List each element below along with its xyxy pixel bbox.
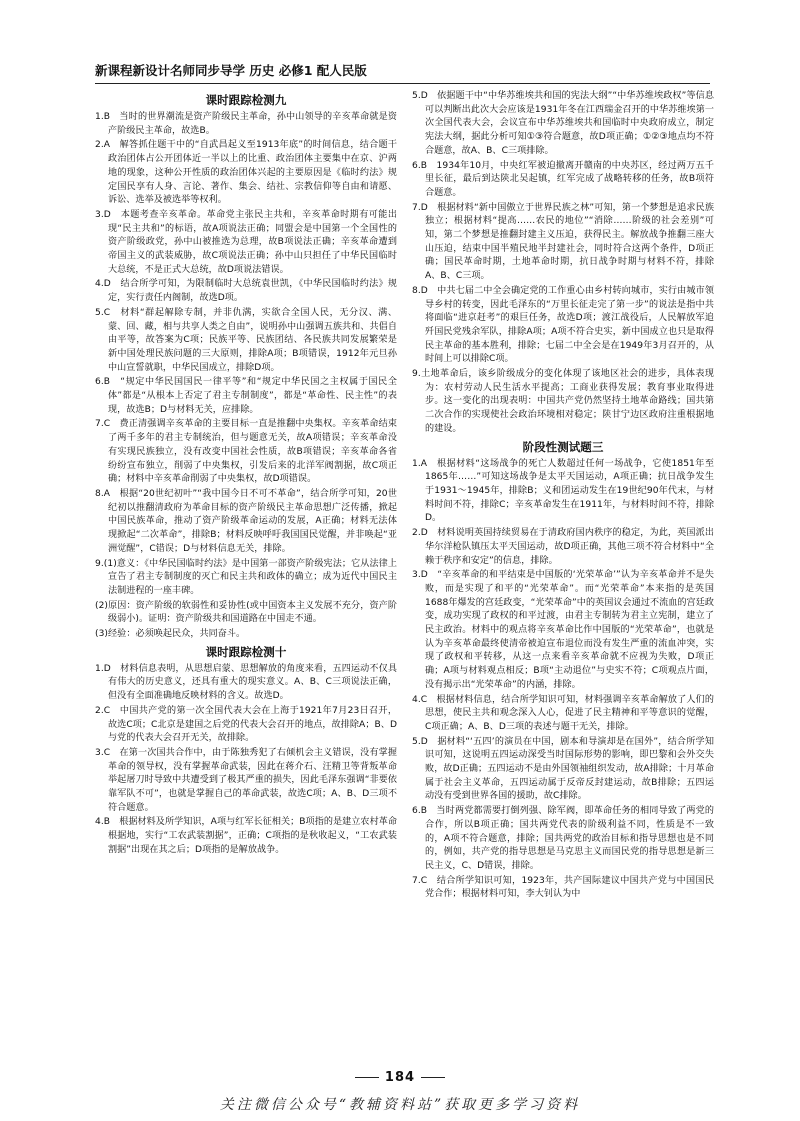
page-number — [0, 1070, 800, 1085]
answer-item: 7.C 结合所学知识可知，1923年，共产国际建议中国共产党与中国国民党合作；根据材料可知，李大钊认为中 — [412, 875, 714, 900]
section-title: 课时跟踪检测十 — [205, 644, 287, 659]
answer-item: 1.A 根据材料“这场战争的死亡人数超过任何一场战争，它使1851年至1865年……”可知这场战争是太平天国运动，A项正确；抗日战争发生于1931～1945年，排除B；义和团运动发生在19世纪90年代末，与材料时间不符，排除C；辛亥革命发生在1911年，与材料时间不符，排除D。 — [412, 458, 714, 524]
answer-item: 9.土地革命后，该乡阶级成分的变化体现了该地区社会的进步，具体表现为：农村劳动人民生活水平提高；工商业获得发展；教育事业取得进步。这一变化的出现表明：中国共产党仍然坚持土地革命路线；国共第二次合作的实现使社会政治环境相对稳定；陕甘宁边区政府注重根据地的建设。 — [412, 369, 714, 434]
answer-item: 1.D 材料信息表明，从思想启蒙、思想解放的角度来看，五四运动不仅具有伟大的历史意义，还具有重大的现实意义。A、B、C三项说法正确，但没有全面准确地反映材料的含义。故选D。 — [95, 663, 397, 702]
answer-item: 3.D “辛亥革命的和平结束是中国版的‘光荣革命’”认为辛亥革命并不是失败，而是实现了和平的“光荣革命”。而“光荣革命”本来指的是英国1688年爆发的宫廷政变，“光荣革命”中的英国议会通过不流血的宫廷政变，成功实现了政权的和平过渡，由君主专制转为君主立宪制，建立了民主政治。材料中的观点将辛亥革命比作中国版的“光荣革命”，也就是认为辛亥革命最终使清帝被迫宣布退位而没有发生严重的流血冲突，实现了政权和平转移，从这一点来看辛亥革命就不应视为失败，D项正确；A项与材料观点相反；B项“主动退位”与史实不符；C项观点片面，没有揭示出“光荣革命”的内涵，排除。 — [412, 570, 714, 690]
answer-item: 4.B 根据材料及所学知识，A项与红军长征相关；B项指的是建立农村革命根据地，实行“工农武装割据”，正确；C项指的是秋收起义，“工农武装割据”出现在其之后；D项指的是解放战争。 — [95, 817, 397, 855]
answer-item: 5.D 依据题干中“中华苏维埃共和国的宪法大纲”“中华苏维埃政权”等信息可以判断出此次大会应该是1931年冬在江西瑞金召开的中华苏维埃第一次全国代表大会，会议宣布中华苏维埃共和国临时中央政府成立，制定宪法大纲，据此分析可知①③符合题意，故D项正确；①②③地点均不符合题意，故A、B、C三项排除。 — [412, 91, 714, 156]
answer-item: 2.A 解答抓住题干中的“自武昌起义至1913年底”的时间信息，结合题干政治团体占公开团体近一半以上的比重、政治团体主要集中在京、沪两地的现象，这种公开性质的政治团体兴起的主要原因是《临时约法》规定国民享有人身、言论、著作、集会、结社、宗教信仰等自由和请愿、诉讼、选举及被选举等权利。 — [95, 140, 397, 206]
answer-item: 5.C 材料“群起解除专制，并非仇满，实欲合全国人民，无分汉、满、蒙、回、藏，相与共享人类之自由”，说明孙中山强调五族共和、共倡自由平等，故答案为C项；民族平等、民族团结、各民族共同发展繁荣是新中国处理民族问题的三大原则，排除A项；B项错误，1912年元旦孙中山宣誓就职，中华民国成立，排除D项。 — [95, 307, 397, 373]
answer-item: 6.B “规定中华民国国民一律平等”和“规定中华民国之主权属于国民全体”都是“从根本上否定了君主专制制度”，都是“革命性、民主性”的表现，故选B；D与材料无关，应排除。 — [95, 377, 397, 415]
answer-item: 4.C 根据材料信息，结合所学知识可知，材料强调辛亥革命解放了人们的思想，使民主共和观念深入人心，促进了民主精神和平等意识的觉醒，C项正确；A、B、D三项的表述与题干无关，排除。 — [412, 694, 714, 732]
answer-item: 4.D 结合所学可知，为限制临时大总统袁世凯，《中华民国临时约法》规定，实行责任内阁制，故选D项。 — [95, 279, 397, 304]
answer-item: 6.B 1934年10月，中央红军被迫撤离开赣南的中央苏区，经过两万五千里长征，最后到达陕北吴起镇，红军完成了战略转移的任务，故B项符合题意。 — [412, 160, 714, 198]
footer-note: 关注微信公众号“教辅资料站”获取更多学习资料 — [219, 1097, 581, 1113]
answer-item: 6.B 当时两党都需要打倒列强、除军阀，即革命任务的相同导致了两党的合作，所以B项正确；国共两党代表的阶级利益不同，性质是不一致的，A项不符合题意，排除；国共两党的政治目标和指导思想也是不同的，例如，共产党的指导思想是马克思主义而国民党的指导思想是新三民主义，C、D错误，排除。 — [412, 806, 714, 871]
answer-item: (2)原因：资产阶级的软弱性和妥协性(或中国资本主义发展不充分，资产阶级弱小)。证明：资产阶级共和国道路在中国走不通。 — [95, 600, 397, 625]
header-rule — [95, 83, 710, 84]
answer-item: 3.C 在第一次国共合作中，由于陈独秀犯了右倾机会主义错误，没有掌握革命的领导权，没有掌握革命武装，因此在蒋介石、汪精卫等背叛革命举起屠刀时导致中共遭受到了极其严重的损失，因此毛泽东强调“非要依靠军队不可”，也就是掌握自己的革命武装，故选C项；A、B、D三项不符合题意。 — [95, 747, 397, 813]
left-column — [95, 90, 397, 1120]
answer-item: 3.D 本题考查辛亥革命。革命党主张民主共和，辛亥革命时期有可能出现“民主共和”的标语，故A项说法正确；同盟会是中国第一个全国性的资产阶级政党，孙中山被推选为总理，故B项说法正确；辛亥革命遭到帝国主义的武装威胁，故C项说法正确；孙中山只担任了中华民国临时大总统，不是正式大总统，故D项说法错误。 — [95, 209, 397, 275]
answer-item: 1.B 当时的世界潮流是资产阶级民主革命，孙中山领导的辛亥革命就是资产阶级民主革命，故选B。 — [95, 112, 397, 136]
answer-item: 5.D 据材料“‘五四’的演员在中国，剧本和导演却是在国外”，结合所学知识可知，这说明五四运动深受当时国际形势的影响，即巴黎和会外交失败，故D正确；五四运动不是由外国领袖组织发动，故A排除；十月革命属于社会主义革命，五四运动属于反帝反封建运动，故B排除；五四运动没有受到世界各国的援助，故C排除。 — [412, 736, 714, 802]
page-number-dash — [355, 1077, 379, 1078]
answer-item: 7.C 费正清强调辛亥革命的主要目标一直是推翻中央集权。辛亥革命结束了两千多年的君主专制统治，但与题意无关，故A项错误；辛亥革命没有实现民族独立，没有改变中国社会性质，故B项错误；辛亥革命各省纷纷宣布独立，削弱了中央集权，引发后来的北洋军阀割据，故C项正确；材料中辛亥革命削弱了中央集权，故D项错误。 — [95, 419, 397, 485]
page-number-dash — [421, 1077, 445, 1078]
answer-item: (3)经验：必须唤起民众，共同奋斗。 — [95, 629, 246, 640]
answer-item: 2.D 材料说明英国持续贸易在于清政府国内秩序的稳定，为此，英国派出华尔洋枪队镇压太平天国运动，故D项正确，其他三项不符合材料中“全赖于秩序和安定”的信息，排除。 — [412, 528, 714, 566]
answer-item: 2.C 中国共产党的第一次全国代表大会在上海于1921年7月23日召开，故选C项；C北京是建国之后党的代表大会召开的地点，故排除A；B、D与党的代表大会召开无关，故排除。 — [95, 705, 397, 744]
answer-item: 7.D 根据材料“新中国傲立于世界民族之林”可知，第一个梦想是追求民族独立；根据材料“提高……农民的地位”“消除……阶级的社会差别”可知，第二个梦想是推翻封建主义压迫，获得民主。解放战争推翻三座大山压迫，结束中国半殖民地半封建社会，同时符合这两个条件，D项正确；国民革命时期，土地革命时期，抗日战争时期与材料不符，排除A、B、C三项。 — [412, 202, 714, 282]
answer-item: 8.D 中共七届二中全会确定党的工作重心由乡村转向城市，实行由城市领导乡村的转变，因此毛泽东的“万里长征走完了第一步”的说法是指中共将面临“进京赶考”的艰巨任务，故选D项；渡江战役后，人民解放军追歼国民党残余军队，排除A项；A项不符合史实，新中国成立也只是取得民主革命的基本胜利，排除；七届二中全会是在1949年3月召开的，从时间上可以排除C项。 — [412, 285, 714, 365]
answer-item: 9.(1)意义：《中华民国临时约法》是中国第一部资产阶级宪法；它从法律上宣告了君主专制制度的灭亡和民主共和政体的确立；成为近代中国民主法制进程的一座丰碑。 — [95, 558, 397, 596]
answer-item: 8.A 根据“20世纪初叶”“我中国今日不可不革命”，结合所学可知，20世纪初以推翻清政府为革命目标的资产阶级民主革命思想广泛传播，掀起中国民族革命，推动了资产阶级革命运动的发展，A正确；材料无法体现掀起“二次革命”，排除B；材料反映呼吁我国国民觉醒，并非唤起“亚洲觉醒”，C错误；D与材料信息无关，排除。 — [95, 488, 397, 554]
section-title: 课时跟踪检测九 — [205, 93, 287, 107]
section-title: 阶段性测试题三 — [522, 439, 604, 454]
page-header: 新课程新设计名师同步导学 历史 必修1 配人民版 — [95, 63, 367, 78]
right-column — [412, 90, 714, 1120]
page-number-text: 184 — [384, 1070, 416, 1085]
